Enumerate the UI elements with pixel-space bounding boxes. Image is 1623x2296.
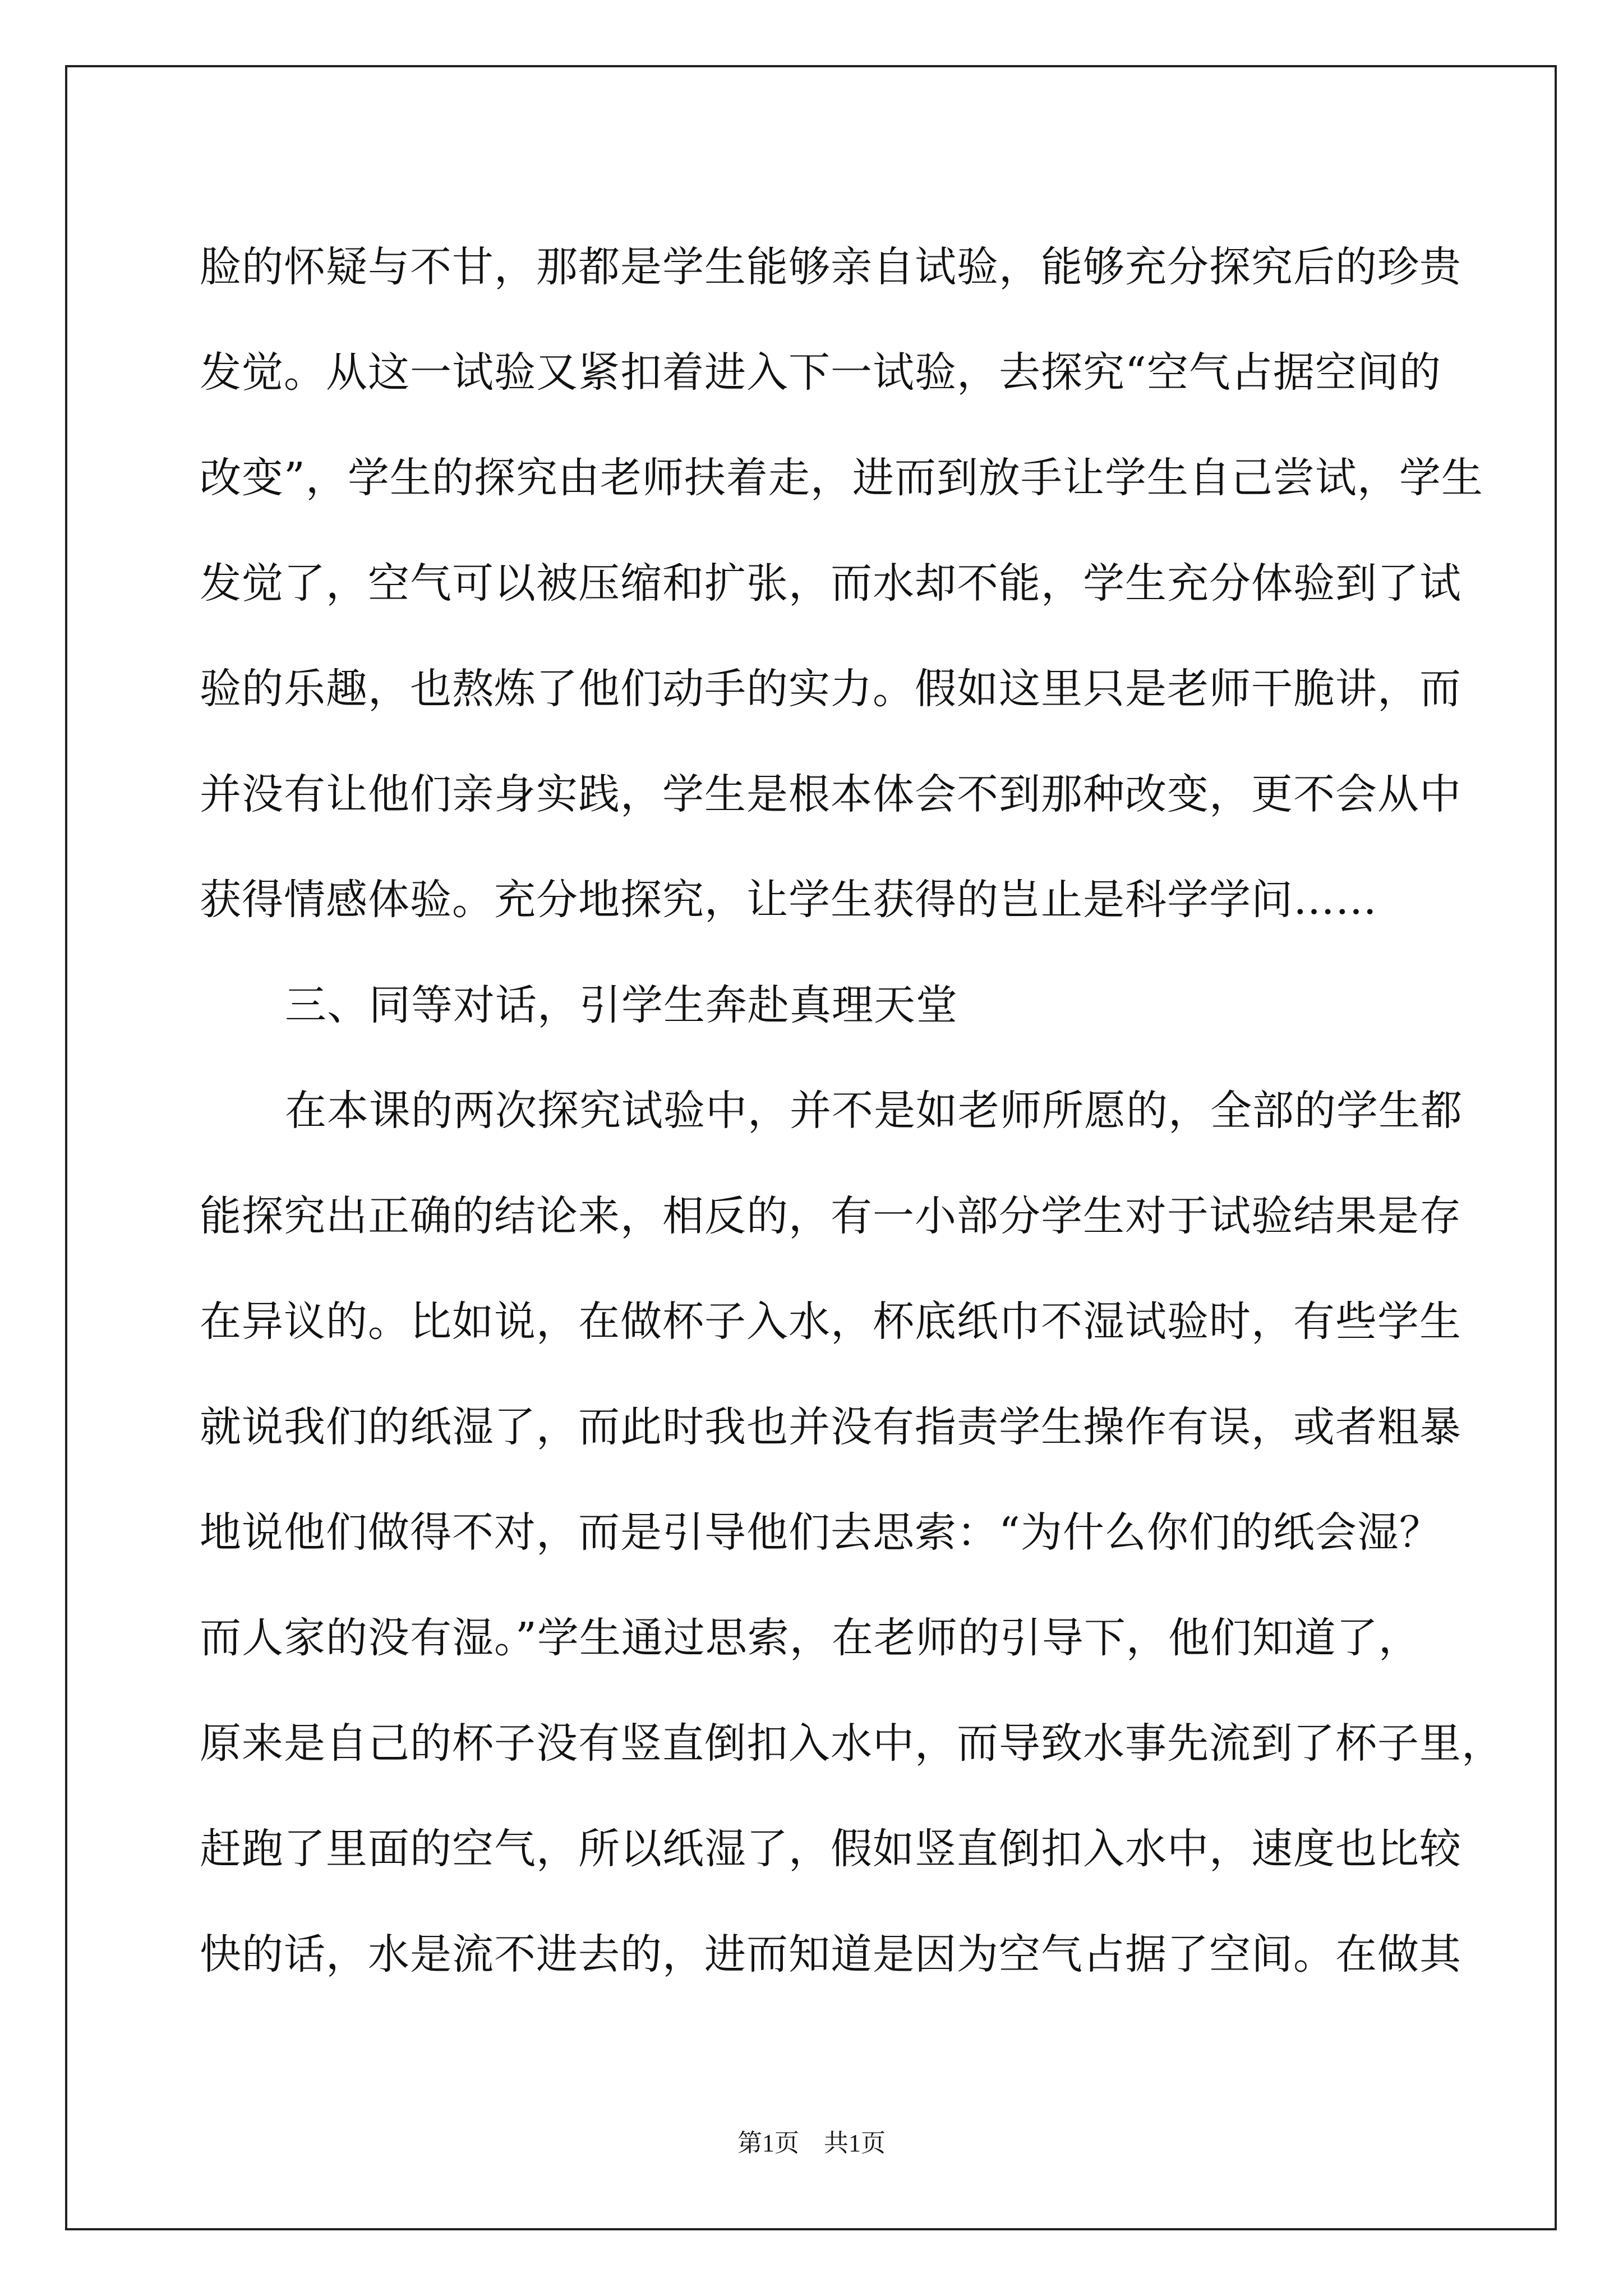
paragraph-start: 在本课的两次探究试验中，并不是如老师所愿的，全部的学生都 [285, 1087, 1463, 1135]
text-line: 验的乐趣，也熬炼了他们动手的实力。假如这里只是老师干脆讲，而 [200, 665, 1461, 713]
text-line: 脸的怀疑与不甘，那都是学生能够亲自试验，能够充分探究后的珍贵 [200, 243, 1461, 291]
text-line: 发觉。从这一试验又紧扣着进入下一试验，去探究“空气占据空间的 [200, 348, 1441, 397]
text-line: 在异议的。比如说，在做杯子入水，杯底纸巾不湿试验时，有些学生 [200, 1297, 1461, 1346]
text-line: 能探究出正确的结论来，相反的，有一小部分学生对于试验结果是存 [200, 1192, 1461, 1240]
page-footer: 第1页 共1页 [737, 2129, 886, 2157]
text-line: 赶跑了里面的空气，所以纸湿了，假如竖直倒扣入水中，速度也比较 [200, 1825, 1461, 1873]
text-line: 而人家的没有湿。”学生通过思索，在老师的引导下，他们知道了， [200, 1614, 1421, 1662]
text-line: 发觉了，空气可以被压缩和扩张，而水却不能，学生充分体验到了试 [200, 559, 1461, 608]
text-line: 获得情感体验。充分地探究，让学生获得的岂止是科学学问…… [200, 876, 1377, 924]
text-line: 就说我们的纸湿了，而此时我也并没有指责学生操作有误，或者粗暴 [200, 1403, 1461, 1451]
text-line: 快的话，水是流不进去的，进而知道是因为空气占据了空间。在做其 [200, 1930, 1461, 1978]
text-line: 原来是自己的杯子没有竖直倒扣入水中，而导致水事先流到了杯子里， [200, 1719, 1504, 1768]
text-line: 地说他们做得不对，而是引导他们去思索：“为什么你们的纸会湿？ [200, 1508, 1441, 1557]
text-line: 并没有让他们亲身实践，学生是根本体会不到那种改变，更不会从中 [200, 770, 1461, 818]
document-body [200, 214, 1504, 2007]
text-line: 改变”，学生的探究由老师扶着走，进而到放手让学生自己尝试，学生 [200, 454, 1483, 502]
section-heading: 三、同等对话，引学生奔赴真理天堂 [285, 981, 958, 1029]
